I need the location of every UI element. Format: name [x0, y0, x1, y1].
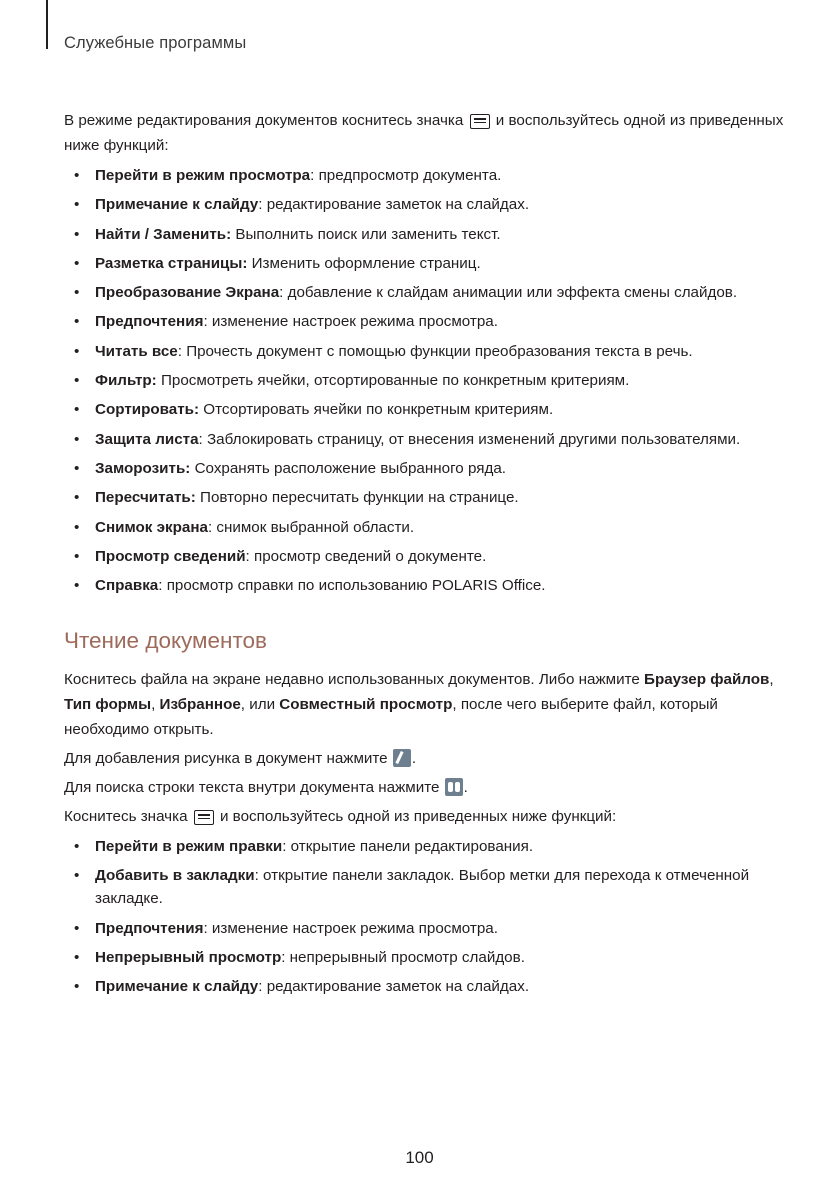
reading-heading: Чтение документов — [64, 628, 267, 654]
section-title: Служебные программы — [64, 34, 247, 52]
insert-image-icon — [393, 749, 411, 767]
search-instruction: Для поиска строки текста внутри документа нажмите . — [64, 779, 468, 797]
list-item: • Найти / Заменить: Выполнить поиск или заменить текст. — [74, 225, 501, 243]
editing-functions-list — [64, 164, 784, 597]
list-item: • Примечание к слайду: редактирование заметок на слайдах. — [74, 196, 530, 214]
list-item: • Пересчитать: Повторно пересчитать функции на странице. — [74, 489, 519, 507]
list-item: • Перейти в режим просмотра: предпросмотр документа. — [74, 167, 502, 184]
list-item: • Предпочтения: изменение настроек режима просмотра. — [74, 919, 498, 937]
image-instruction: Для добавления рисунка в документ нажмите . — [64, 750, 417, 768]
list-item: • Фильтр: Просмотреть ячейки, отсортированные по конкретным критериям. — [74, 372, 630, 390]
list-item: • Преобразование Экрана: добавление к слайдам анимации или эффекта смены слайдов. — [74, 284, 738, 302]
list-item: • Читать все: Прочесть документ с помощью функции преобразования текста в речь. — [74, 342, 693, 360]
menu-icon — [194, 810, 214, 825]
find-icon — [445, 778, 463, 796]
list-item: • Непрерывный просмотр: непрерывный просмотр слайдов. — [74, 949, 525, 967]
reading-intro: Коснитесь файла на экране недавно использованных документов. Либо нажмите Браузер файлов, Тип формы, Избранное, или Совместный просмотр, после чего выберите файл, который необходимо открыть. — [64, 671, 774, 739]
list-item: • Добавить в закладки: открытие панели закладок. Выбор метки для перехода к отмеченной закладке. — [74, 867, 750, 908]
list-item: • Защита листа: Заблокировать страницу, от внесения изменений другими пользователями. — [74, 430, 741, 448]
list-item: • Снимок экрана: снимок выбранной области. — [74, 518, 415, 536]
list-item: • Сортировать: Отсортировать ячейки по конкретным критериям. — [74, 401, 554, 419]
menu-instruction: Коснитесь значка и воспользуйтесь одной из приведенных ниже функций: — [64, 808, 617, 826]
header-rule — [46, 0, 48, 49]
list-item: • Просмотр сведений: просмотр сведений о документе. — [74, 547, 487, 565]
reading-functions-list — [64, 835, 784, 998]
editing-intro: В режиме редактирования документов коснитесь значка и воспользуйтесь одной из приведенных ниже функций: — [64, 112, 784, 154]
list-item: • Разметка страницы: Изменить оформление страниц. — [74, 254, 481, 272]
page-number: 100 — [405, 1148, 434, 1167]
menu-icon — [470, 114, 490, 129]
list-item: • Перейти в режим правки: открытие панели редактирования. — [74, 838, 534, 856]
list-item: • Примечание к слайду: редактирование заметок на слайдах. — [74, 978, 530, 996]
list-item: • Предпочтения: изменение настроек режима просмотра. — [74, 313, 498, 331]
page-content — [64, 108, 784, 1005]
list-item: • Справка: просмотр справки по использованию POLARIS Office. — [74, 577, 546, 595]
list-item: • Заморозить: Сохранять расположение выбранного ряда. — [74, 459, 506, 477]
